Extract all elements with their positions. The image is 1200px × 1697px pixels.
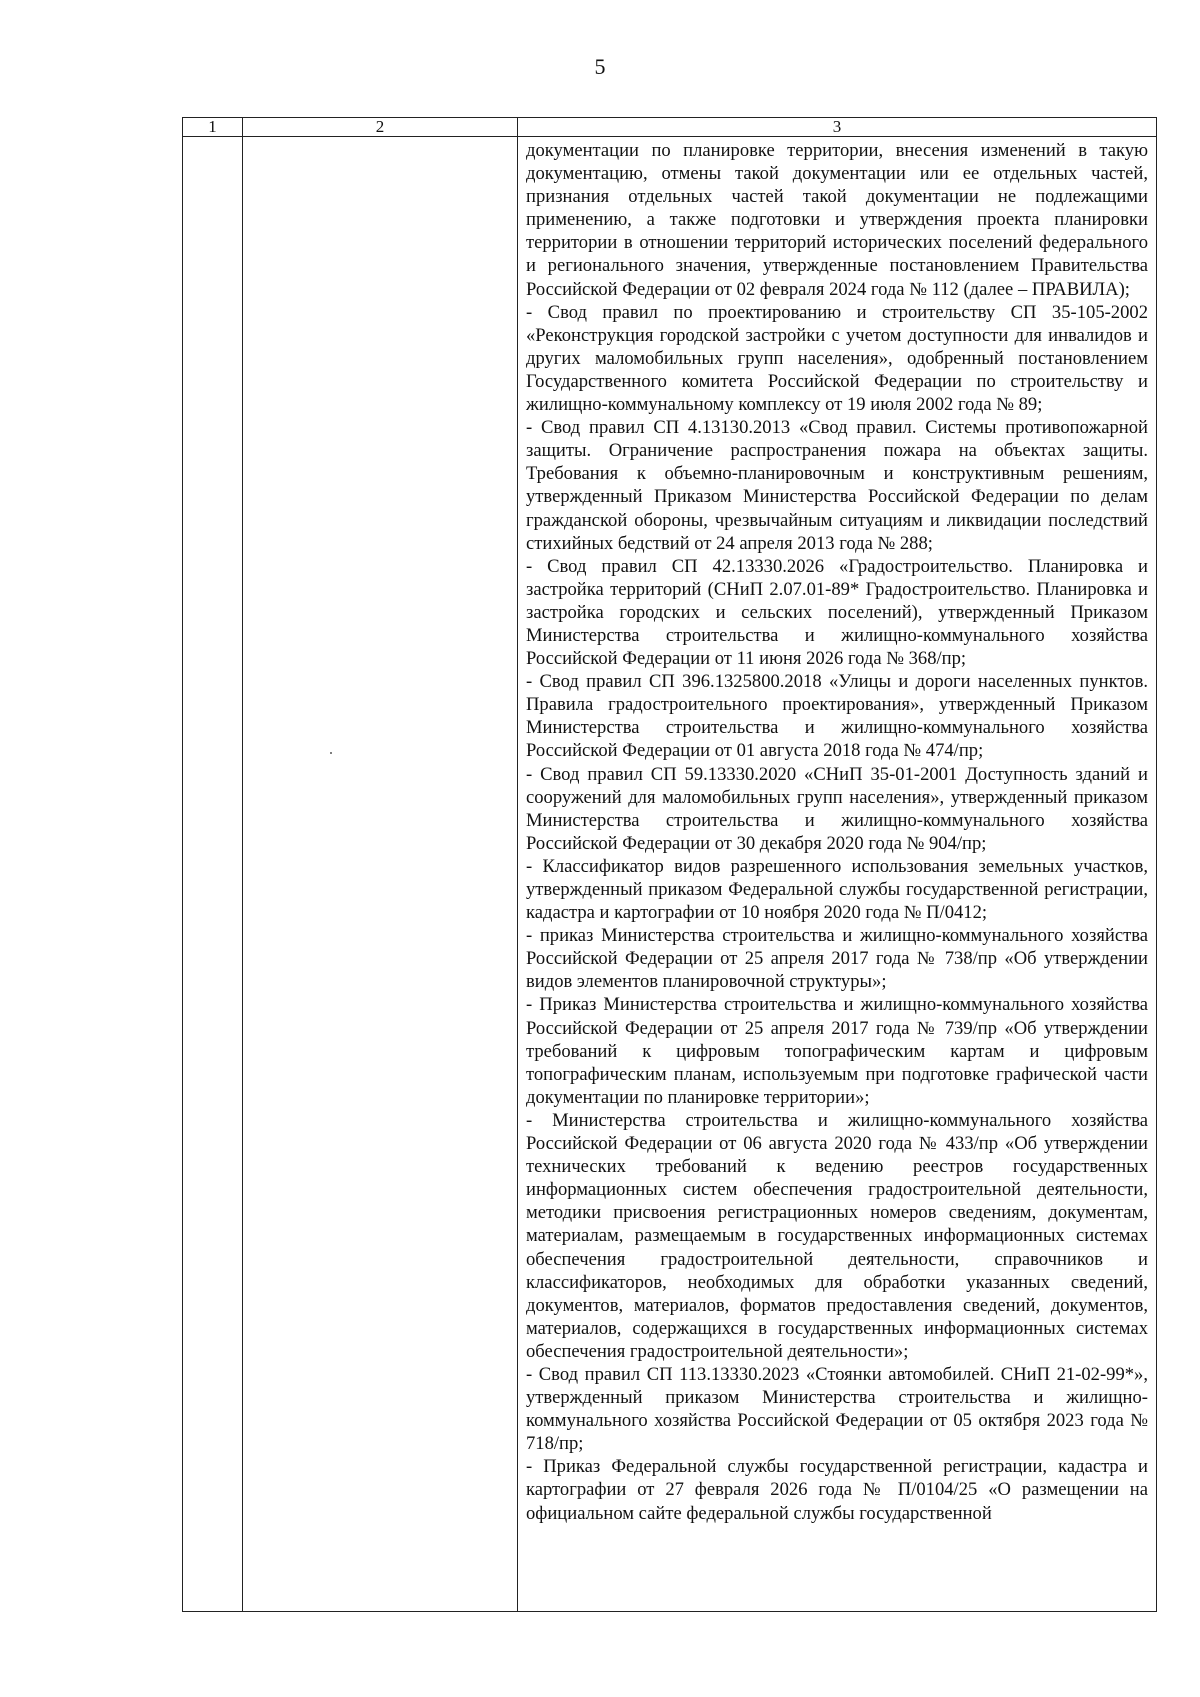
page-number: 5: [594, 54, 606, 79]
list-item: - Свод правил по проектированию и строительству СП 35-105-2002 «Реконструкция городской застройки с учетом доступности для инвалидов и других маломобильных групп населения», одобренный постановлением Государственного комитета Российской Федерации по строительству и жилищно-коммунальному комплексу от 19 июля 2002 года № 89;: [526, 301, 1148, 416]
list-item: - Классификатор видов разрешенного использования земельных участков, утвержденный приказом Федеральной службы государственной регистрации, кадастра и картографии от 10 ноября 2020 года № П/0412;: [526, 855, 1148, 924]
list-item: - Свод правил СП 113.13330.2023 «Стоянки автомобилей. СНиП 21-02-99*», утвержденный приказом Министерства строительства и жилищно-коммунального хозяйства Российской Федерации от 05 октября 2023 года № 718/пр;: [526, 1363, 1148, 1455]
list-item: - Приказ Федеральной службы государственной регистрации, кадастра и картографии от 27 февраля 2026 года № П/0104/25 «О размещении на официальном сайте федеральной службы государственной: [526, 1456, 1148, 1524]
regulations-list: [518, 137, 1156, 1525]
scan-speck: [330, 752, 332, 754]
column-header-2: 2: [243, 118, 518, 137]
list-item: - Свод правил СП 4.13130.2013 «Свод правил. Системы противопожарной защиты. Ограничение распространения пожара на объектах защиты. Требования к объемно-планировочным и конструктивным решениям, утвержденный Приказом Министерства Российской Федерации по делам гражданской обороны, чрезвычайным ситуациям и ликвидации последствий стихийных бедствий от 24 апреля 2013 года № 288;: [526, 417, 1148, 554]
column-3-cell: [518, 137, 1157, 1612]
list-item: - Министерства строительства и жилищно-коммунального хозяйства Российской Федерации от 06 августа 2020 года № 433/пр «Об утверждении технических требований к ведению реестров государственных информационных систем обеспечения градостроительной деятельности, методики присвоения регистрационных номеров сведениям, документам, материалам, размещаемым в государственных информационных системах обеспечения градостроительной деятельности, справочников и классификаторов, необходимых для обработки указанных сведений, документов, материалов, форматов предоставления сведений, документов, материалов, содержащихся в государственных информационных системах обеспечения градостроительной деятельности»;: [526, 1109, 1148, 1362]
column-header-1: 1: [183, 118, 243, 137]
document-table: [182, 117, 1157, 1612]
list-item: - приказ Министерства строительства и жилищно-коммунального хозяйства Российской Федерации от 25 апреля 2017 года № 738/пр «Об утверждении видов элементов планировочной структуры»;: [526, 925, 1148, 993]
list-item: - Свод правил СП 396.1325800.2018 «Улицы и дороги населенных пунктов. Правила градостроительного проектирования», утвержденный Приказом Министерства строительства и жилищно-коммунального хозяйства Российской Федерации от 01 августа 2018 года № 474/пр;: [526, 671, 1148, 762]
column-2-cell: [243, 137, 518, 1612]
list-item: - Приказ Министерства строительства и жилищно-коммунального хозяйства Российской Федерации от 25 апреля 2017 года № 739/пр «Об утверждении требований к цифровым топографическим картам и цифровым топографическим планам, используемым при подготовке графической части документации по планировке территории»;: [526, 994, 1148, 1108]
list-item: - Свод правил СП 59.13330.2020 «СНиП 35-01-2001 Доступность зданий и сооружений для маломобильных групп населения», утвержденный приказом Министерства строительства и жилищно-коммунального хозяйства Российской Федерации от 30 декабря 2020 года № 904/пр;: [526, 763, 1148, 854]
list-item: - Свод правил СП 42.13330.2026 «Градостроительство. Планировка и застройка территорий (СНиП 2.07.01-89* Градостроительство. Планировка и застройка городских и сельских поселений), утвержденный Приказом Министерства строительства и жилищно-коммунального хозяйства Российской Федерации от 11 июня 2026 года № 368/пр;: [526, 555, 1148, 670]
table-body-row: [183, 137, 1157, 1612]
column-1-cell: [183, 137, 243, 1612]
table-header-row: [183, 118, 1157, 137]
list-item: документации по планировке территории, внесения изменений в такую документацию, отмены такой документации или ее отдельных частей, признания отдельных частей такой документации не подлежащими применению, а также подготовки и утверждения проекта планировки территории в отношении территорий исторических поселений федерального и регионального значения, утвержденные постановлением Правительства Российской Федерации от 02 февраля 2024 года № 112 (далее – ПРАВИЛА);: [526, 140, 1148, 300]
column-header-3: 3: [518, 118, 1157, 137]
